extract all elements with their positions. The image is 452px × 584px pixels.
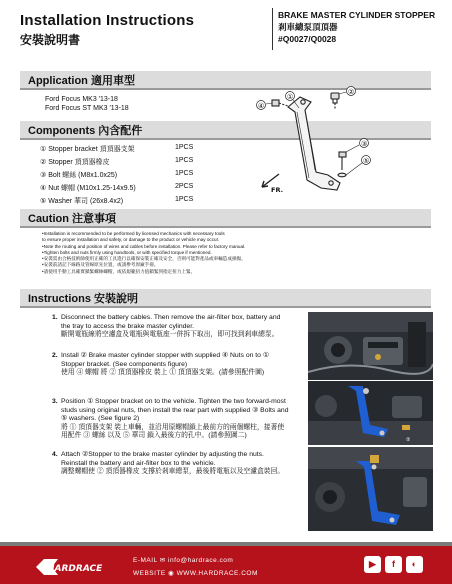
caution-line: •安裝需由合格技術師使用正確的工具進行以確保安裝正確及安全，否則可能對產品或車輛造成損傷。 bbox=[42, 256, 246, 262]
instruction-step bbox=[52, 451, 289, 477]
instructions-heading: Instructions 安裝說明 bbox=[28, 293, 139, 305]
caution-section-header bbox=[20, 209, 431, 228]
component-item: ② Stopper 頂頂器橡皮 bbox=[40, 159, 110, 166]
facebook-icon[interactable]: f bbox=[385, 556, 402, 573]
step-number: 1. bbox=[52, 314, 58, 321]
caution-line: •Tighten bolts and nuts firmly using handtools, or with specified torque if mentioned. bbox=[42, 249, 212, 255]
instruction-step bbox=[52, 352, 289, 378]
product-name: BRAKE MASTER CYLINDER STOPPER bbox=[278, 10, 436, 20]
step-number: 2. bbox=[52, 352, 58, 359]
vehicle-item: Ford Focus MK3 '13-18 bbox=[45, 96, 118, 103]
mail-icon: ✉ bbox=[159, 557, 169, 564]
step-text: Attach ②Stopper to the brake master cylinder by adjusting the nuts. Reinstall the battery and air-filter box to the vehicle. bbox=[61, 451, 264, 467]
components-heading: Components 內含配件 bbox=[28, 125, 143, 137]
component-item: ③ Bolt 螺絲 (M8x1.0x25) bbox=[40, 172, 118, 179]
component-qty: 1PCS bbox=[175, 157, 194, 164]
instruction-step bbox=[52, 314, 289, 340]
diagram-callout: ② bbox=[348, 88, 355, 96]
application-heading: Application 適用車型 bbox=[28, 75, 135, 87]
step-photo-3 bbox=[308, 447, 433, 531]
caution-list bbox=[42, 231, 297, 275]
component-item: ④ Nut 螺帽 (M10x1.25-14x9.5) bbox=[40, 185, 136, 192]
header-divider bbox=[272, 8, 273, 50]
step-photo-2 bbox=[308, 381, 433, 445]
step-text-cn: 調整螺帽使 ② 頂頂器橡皮 支撐於剎車總泵，最後將電瓶以及空濾盒裝回。 bbox=[61, 468, 285, 476]
step-text-cn: 使用 ④ 螺帽 將 ② 頂頂器橡皮 裝上 ① 頂頂器支架。(請參照配件圖) bbox=[61, 369, 265, 377]
product-block bbox=[278, 9, 435, 45]
diagram-callout: ① bbox=[287, 93, 294, 101]
step-number: 4. bbox=[52, 451, 58, 458]
page-title-cn: 安裝說明書 bbox=[20, 33, 81, 47]
component-item: ① Stopper bracket 頂頂器支架 bbox=[40, 146, 135, 153]
caution-line: •Note the routing and position of wires and cables before installation. Please refer to factory manual. bbox=[42, 243, 246, 249]
component-qty: 2PCS bbox=[175, 183, 194, 190]
step-text-cn: 斷開電瓶線將空濾盒及電瓶與電瓶座一併拆下取出，即可找到剎車總泵。 bbox=[61, 331, 279, 339]
caution-line: •安裝前請記下線路及管線原先位置，或請參考原廠手冊。 bbox=[42, 262, 159, 268]
component-qty: 1PCS bbox=[175, 144, 194, 151]
hardrace-logo bbox=[30, 556, 116, 578]
step-number: 3. bbox=[52, 398, 58, 405]
step-photo-1 bbox=[308, 312, 433, 380]
brand-name: HARDRACE bbox=[47, 564, 103, 574]
wechat-icon[interactable]: ◐ bbox=[406, 556, 423, 573]
website-line bbox=[133, 569, 258, 577]
direction-label: FR. bbox=[271, 186, 284, 194]
step-text: Position ① Stopper bracket on to the vehicle. Tighten the two forward-most studs using original nuts, then install the rear part with supplied ③ Bolts and ⑤ washers. (See figure 2) bbox=[61, 398, 289, 423]
product-name-cn: 剎車總泵頂頂器 bbox=[278, 22, 338, 32]
email-label: E-MAIL bbox=[133, 557, 158, 564]
caution-line: •Installation is recommended to be performed by licensed mechanics with necessary tools bbox=[42, 231, 225, 236]
components-diagram bbox=[245, 82, 405, 210]
caution-line: to ensure proper installation and safety, or damage to the product or vehicle may occur. bbox=[42, 237, 220, 243]
website-label: WEBSITE bbox=[133, 570, 166, 577]
page-title: Installation Instructions bbox=[20, 12, 195, 29]
svg-text:②: ② bbox=[406, 437, 411, 443]
website-link[interactable]: WWW.HARDRACE.COM bbox=[176, 570, 258, 577]
step-text: Install ② Brake master cylinder stopper with supplied ④ Nuts on to ① Stopper bracket. (See components figure) bbox=[61, 352, 269, 368]
vehicle-item: Ford Focus ST MK3 '13-18 bbox=[45, 105, 129, 112]
component-qty: 1PCS bbox=[175, 196, 194, 203]
instructions-section-header bbox=[20, 289, 431, 308]
part-number: #Q0027/Q0028 bbox=[278, 34, 337, 44]
step-text: Disconnect the battery cables. Then remove the air-filter box, battery and the tray to access the brake master cylinder. bbox=[61, 314, 281, 330]
globe-icon: ◉ bbox=[168, 570, 177, 577]
diagram-callout: ④ bbox=[258, 102, 265, 110]
caution-line: •請使用手動工具確實鎖緊螺絲螺帽，或依規範扭力值鎖緊到指定扭力上緊。 bbox=[42, 268, 196, 274]
component-qty: 1PCS bbox=[175, 170, 194, 177]
caution-heading: Caution 注意事項 bbox=[28, 213, 116, 225]
email-link[interactable]: info@hardrace.com bbox=[168, 557, 234, 564]
step-text-cn: 將 ① 頂頂器支架 裝上車輛，並沿用原螺帽鎖上最前方的兩個螺柱，接著使用配件 ③ 螺絲 以及 ⑤ 華司 鎖入最後方的孔中。(請參照圖二) bbox=[61, 423, 285, 440]
youtube-icon[interactable]: ▶ bbox=[364, 556, 381, 573]
diagram-callout: ⑤ bbox=[363, 157, 370, 165]
diagram-callout: ③ bbox=[361, 140, 368, 148]
component-item: ⑤ Washer 華司 (26x8.4x2) bbox=[40, 198, 124, 205]
email-line bbox=[133, 556, 233, 564]
instruction-step bbox=[52, 398, 289, 441]
